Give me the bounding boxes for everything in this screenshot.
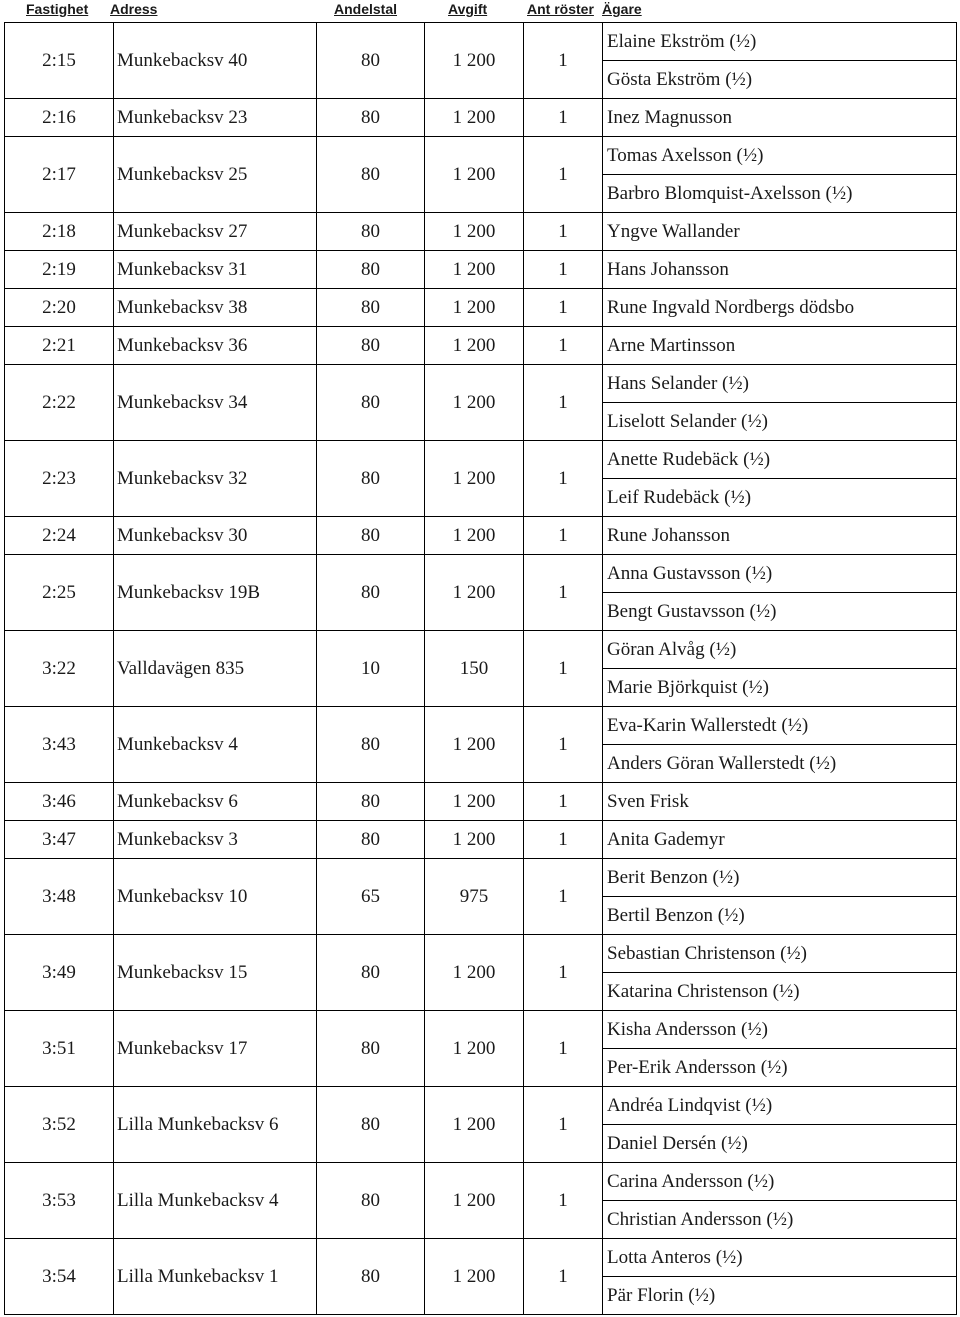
roster-cell: 1: [524, 137, 603, 212]
owner-name: Berit Benzon (½): [607, 866, 740, 888]
owner-name: Barbro Blomquist-Axelsson (½): [603, 174, 956, 212]
adress-cell: Munkebacksv 40: [114, 23, 317, 98]
owners-cell: [603, 441, 957, 516]
owner-name: Sebastian Christenson (½): [607, 942, 808, 964]
table-row: [5, 821, 957, 859]
avgift-cell: 1 200: [425, 365, 524, 440]
andelstal-cell: 80: [317, 935, 425, 1010]
owners-cell: [603, 821, 957, 858]
roster-cell: 1: [524, 555, 603, 630]
table-row: [5, 289, 957, 327]
owner-name: Katarina Christenson (½): [603, 972, 956, 1010]
owners-cell: [603, 289, 957, 326]
andelstal-cell: 80: [317, 251, 425, 288]
avgift-cell: 1 200: [425, 441, 524, 516]
fastighet-cell: 3:54: [5, 1239, 114, 1314]
roster-cell: 1: [524, 517, 603, 554]
avgift-cell: 1 200: [425, 137, 524, 212]
roster-cell: 1: [524, 289, 603, 326]
roster-cell: 1: [524, 821, 603, 858]
owner-name: Anders Göran Wallerstedt (½): [603, 744, 956, 782]
roster-cell: 1: [524, 99, 603, 136]
adress-cell: Munkebacksv 10: [114, 859, 317, 934]
owner-name: Liselott Selander (½): [603, 402, 956, 440]
avgift-cell: 975: [425, 859, 524, 934]
owner-name: Anette Rudebäck (½): [607, 448, 771, 470]
avgift-cell: 150: [425, 631, 524, 706]
adress-cell: Lilla Munkebacksv 6: [114, 1087, 317, 1162]
header-agare: Ägare: [602, 1, 642, 17]
owners-cell: [603, 23, 957, 98]
owner-name: Elaine Ekström (½): [607, 30, 757, 52]
table-row: [5, 23, 957, 99]
roster-cell: 1: [524, 935, 603, 1010]
table-row: [5, 859, 957, 935]
owners-cell: [603, 213, 957, 250]
fastighet-cell: 3:46: [5, 783, 114, 820]
adress-cell: Munkebacksv 15: [114, 935, 317, 1010]
property-table: [4, 22, 957, 1315]
adress-cell: Lilla Munkebacksv 1: [114, 1239, 317, 1314]
table-row: [5, 555, 957, 631]
owner-name: Hans Selander (½): [607, 372, 749, 394]
roster-cell: 1: [524, 1011, 603, 1086]
table-row: [5, 1239, 957, 1314]
fastighet-cell: 3:52: [5, 1087, 114, 1162]
table-row: [5, 137, 957, 213]
header-ant-roster: Ant röster: [527, 1, 594, 17]
adress-cell: Munkebacksv 32: [114, 441, 317, 516]
avgift-cell: 1 200: [425, 1163, 524, 1238]
table-row: [5, 99, 957, 137]
owner-name: Sven Frisk: [607, 790, 689, 812]
fastighet-cell: 3:48: [5, 859, 114, 934]
fastighet-cell: 3:22: [5, 631, 114, 706]
table-row: [5, 783, 957, 821]
fastighet-cell: 2:21: [5, 327, 114, 364]
owner-name: Anna Gustavsson (½): [607, 562, 773, 584]
adress-cell: Munkebacksv 3: [114, 821, 317, 858]
andelstal-cell: 80: [317, 555, 425, 630]
owner-name: Yngve Wallander: [607, 220, 740, 242]
fastighet-cell: 3:51: [5, 1011, 114, 1086]
roster-cell: 1: [524, 1087, 603, 1162]
fastighet-cell: 2:15: [5, 23, 114, 98]
header-andelstal: Andelstal: [334, 1, 398, 17]
owner-name: Göran Alvåg (½): [607, 638, 737, 660]
avgift-cell: 1 200: [425, 1239, 524, 1314]
avgift-cell: 1 200: [425, 1087, 524, 1162]
table-row: [5, 631, 957, 707]
andelstal-cell: 10: [317, 631, 425, 706]
owner-name: Rune Johansson: [607, 524, 730, 546]
owner-name: Andréa Lindqvist (½): [607, 1094, 773, 1116]
owners-cell: [603, 1163, 957, 1238]
owners-cell: [603, 859, 957, 934]
adress-cell: Valldavägen 835: [114, 631, 317, 706]
owners-cell: [603, 365, 957, 440]
owner-name: Lotta Anteros (½): [607, 1246, 743, 1268]
adress-cell: Munkebacksv 19B: [114, 555, 317, 630]
fastighet-cell: 2:18: [5, 213, 114, 250]
roster-cell: 1: [524, 859, 603, 934]
avgift-cell: 1 200: [425, 327, 524, 364]
andelstal-cell: 80: [317, 365, 425, 440]
header-fastighet: Fastighet: [26, 1, 89, 17]
adress-cell: Munkebacksv 6: [114, 783, 317, 820]
andelstal-cell: 80: [317, 1163, 425, 1238]
roster-cell: 1: [524, 441, 603, 516]
adress-cell: Munkebacksv 36: [114, 327, 317, 364]
owner-name: Arne Martinsson: [607, 334, 736, 356]
adress-cell: Munkebacksv 23: [114, 99, 317, 136]
owner-name: Leif Rudebäck (½): [603, 478, 956, 516]
owner-name: Bertil Benzon (½): [603, 896, 956, 934]
owner-name: Hans Johansson: [607, 258, 729, 280]
andelstal-cell: 80: [317, 213, 425, 250]
header-avgift: Avgift: [448, 1, 488, 17]
andelstal-cell: 80: [317, 1087, 425, 1162]
roster-cell: 1: [524, 365, 603, 440]
fastighet-cell: 2:23: [5, 441, 114, 516]
adress-cell: Lilla Munkebacksv 4: [114, 1163, 317, 1238]
owner-name: Christian Andersson (½): [603, 1200, 956, 1238]
andelstal-cell: 80: [317, 441, 425, 516]
avgift-cell: 1 200: [425, 935, 524, 1010]
andelstal-cell: 80: [317, 99, 425, 136]
roster-cell: 1: [524, 783, 603, 820]
fastighet-cell: 3:43: [5, 707, 114, 782]
avgift-cell: 1 200: [425, 23, 524, 98]
andelstal-cell: 80: [317, 289, 425, 326]
roster-cell: 1: [524, 23, 603, 98]
owner-name: Marie Björkquist (½): [603, 668, 956, 706]
table-row: [5, 517, 957, 555]
header-adress: Adress: [110, 1, 158, 17]
owner-name: Gösta Ekström (½): [603, 60, 956, 98]
table-row: [5, 1087, 957, 1163]
andelstal-cell: 80: [317, 1239, 425, 1314]
avgift-cell: 1 200: [425, 289, 524, 326]
andelstal-cell: 80: [317, 23, 425, 98]
owners-cell: [603, 1011, 957, 1086]
andelstal-cell: 80: [317, 707, 425, 782]
adress-cell: Munkebacksv 31: [114, 251, 317, 288]
owner-name: Inez Magnusson: [607, 106, 733, 128]
avgift-cell: 1 200: [425, 555, 524, 630]
table-row: [5, 213, 957, 251]
owners-cell: [603, 517, 957, 554]
roster-cell: 1: [524, 1239, 603, 1314]
avgift-cell: 1 200: [425, 99, 524, 136]
roster-cell: 1: [524, 213, 603, 250]
andelstal-cell: 80: [317, 517, 425, 554]
avgift-cell: 1 200: [425, 783, 524, 820]
table-row: [5, 1011, 957, 1087]
roster-cell: 1: [524, 1163, 603, 1238]
adress-cell: Munkebacksv 25: [114, 137, 317, 212]
fastighet-cell: 2:17: [5, 137, 114, 212]
owners-cell: [603, 137, 957, 212]
table-row: [5, 707, 957, 783]
owners-cell: [603, 99, 957, 136]
owners-cell: [603, 935, 957, 1010]
roster-cell: 1: [524, 707, 603, 782]
owner-name: Rune Ingvald Nordbergs dödsbo: [607, 296, 855, 318]
table-row: [5, 1163, 957, 1239]
table-row: [5, 365, 957, 441]
avgift-cell: 1 200: [425, 821, 524, 858]
fastighet-cell: 3:49: [5, 935, 114, 1010]
fastighet-cell: 2:19: [5, 251, 114, 288]
owner-name: Per-Erik Andersson (½): [603, 1048, 956, 1086]
owner-name: Eva-Karin Wallerstedt (½): [607, 714, 809, 736]
avgift-cell: 1 200: [425, 517, 524, 554]
adress-cell: Munkebacksv 27: [114, 213, 317, 250]
adress-cell: Munkebacksv 17: [114, 1011, 317, 1086]
owner-name: Carina Andersson (½): [607, 1170, 775, 1192]
andelstal-cell: 80: [317, 821, 425, 858]
table-row: [5, 441, 957, 517]
fastighet-cell: 3:53: [5, 1163, 114, 1238]
andelstal-cell: 65: [317, 859, 425, 934]
andelstal-cell: 80: [317, 783, 425, 820]
owners-cell: [603, 783, 957, 820]
owners-cell: [603, 707, 957, 782]
fastighet-cell: 3:47: [5, 821, 114, 858]
owners-cell: [603, 555, 957, 630]
fastighet-cell: 2:22: [5, 365, 114, 440]
fastighet-cell: 2:24: [5, 517, 114, 554]
avgift-cell: 1 200: [425, 1011, 524, 1086]
owner-name: Kisha Andersson (½): [607, 1018, 768, 1040]
andelstal-cell: 80: [317, 137, 425, 212]
roster-cell: 1: [524, 251, 603, 288]
adress-cell: Munkebacksv 30: [114, 517, 317, 554]
avgift-cell: 1 200: [425, 213, 524, 250]
owners-cell: [603, 1087, 957, 1162]
adress-cell: Munkebacksv 4: [114, 707, 317, 782]
owner-name: Anita Gademyr: [607, 828, 725, 850]
owner-name: Daniel Dersén (½): [603, 1124, 956, 1162]
owners-cell: [603, 1239, 957, 1314]
fastighet-cell: 2:25: [5, 555, 114, 630]
owner-name: Pär Florin (½): [603, 1276, 956, 1314]
avgift-cell: 1 200: [425, 707, 524, 782]
owner-name: Bengt Gustavsson (½): [603, 592, 956, 630]
andelstal-cell: 80: [317, 327, 425, 364]
owners-cell: [603, 251, 957, 288]
owner-name: Tomas Axelsson (½): [607, 144, 764, 166]
fastighet-cell: 2:20: [5, 289, 114, 326]
roster-cell: 1: [524, 631, 603, 706]
adress-cell: Munkebacksv 34: [114, 365, 317, 440]
column-header-row: [0, 0, 960, 20]
owners-cell: [603, 327, 957, 364]
avgift-cell: 1 200: [425, 251, 524, 288]
table-row: [5, 327, 957, 365]
owners-cell: [603, 631, 957, 706]
adress-cell: Munkebacksv 38: [114, 289, 317, 326]
table-row: [5, 935, 957, 1011]
table-row: [5, 251, 957, 289]
fastighet-cell: 2:16: [5, 99, 114, 136]
roster-cell: 1: [524, 327, 603, 364]
andelstal-cell: 80: [317, 1011, 425, 1086]
